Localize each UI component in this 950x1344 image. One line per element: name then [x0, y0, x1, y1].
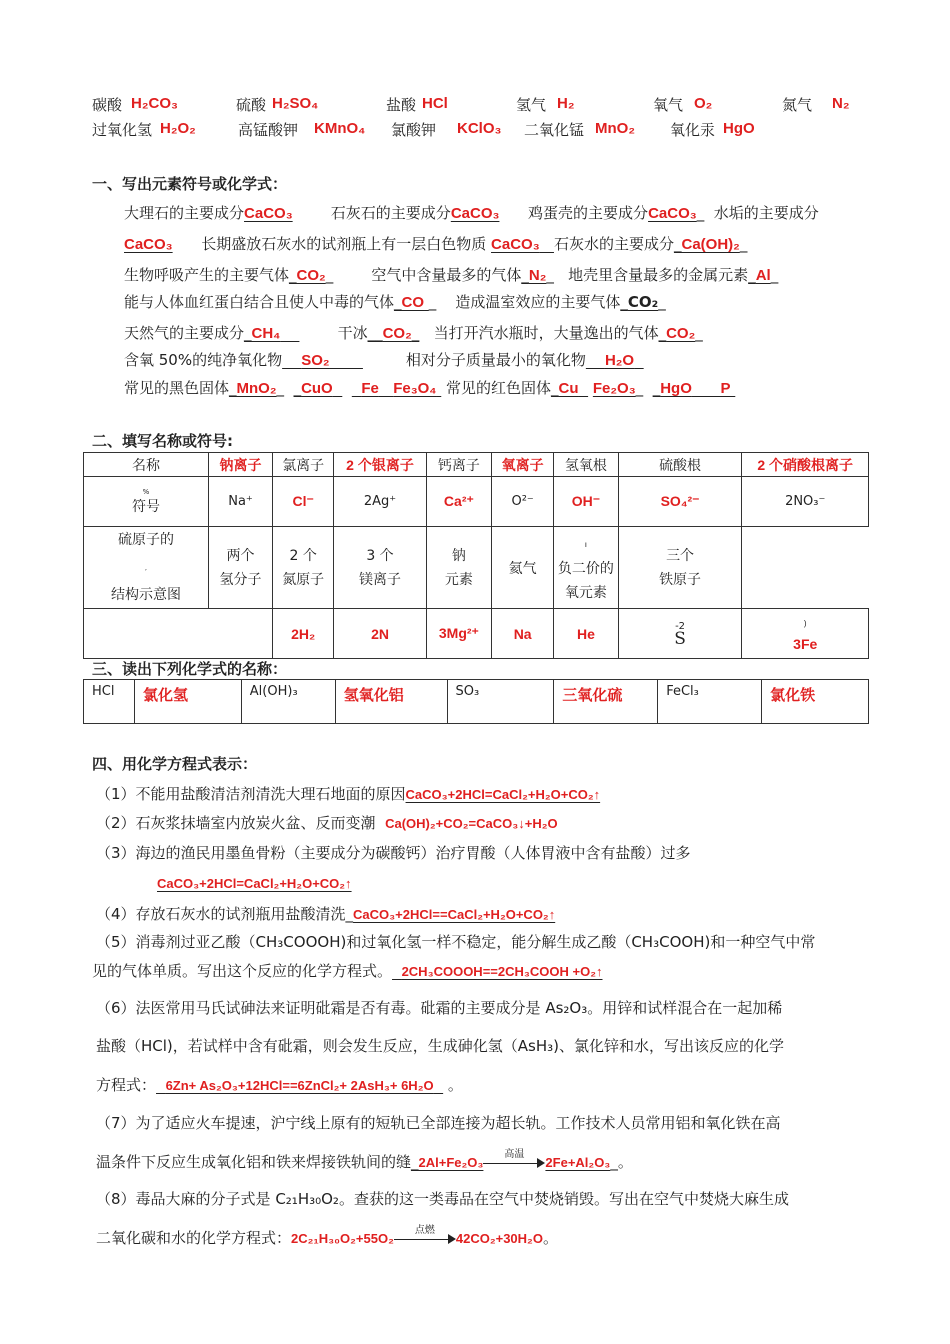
equation-answer: CaCO₃+2HCl=CaCl₂+H₂O+CO₂↑: [157, 876, 352, 891]
q5-line-1: （5）消毒剂过亚乙酸（CH₃COOOH)和过氧化氢一样不稳定，能分解生成乙酸（CH₃COOH)和一种空气中常: [96, 933, 816, 951]
s1-line-1: 大理石的主要成分CaCO₃ 石灰石的主要成分CaCO₃ 鸡蛋壳的主要成分CaCO₃_ 水垢的主要成分: [124, 204, 819, 222]
top-name: 氯酸钾: [391, 121, 437, 139]
table-cell: % 符号: [84, 477, 209, 527]
table-cell: 氯离子: [273, 453, 334, 477]
top-name: 盐酸: [386, 96, 417, 114]
top-formula: H₂SO₄: [272, 95, 319, 112]
table-cell: O²⁻: [492, 477, 554, 527]
top-formula: H₂: [557, 95, 575, 112]
s1-text: 石灰水的主要成分: [553, 235, 674, 253]
s1-answer: CO₂: [666, 325, 696, 342]
s1-line-5: 天然气的主要成分_CH₄ 干冰__CO₂_ 当打开汽水瓶时，大量逸出的气体_CO₂_: [124, 324, 703, 342]
s1-line-3: 生物呼吸产生的主要气体_CO₂_ 空气中含量最多的气体_N₂_ 地壳里含量最多的金属元素_Al_: [124, 266, 779, 284]
s1-answer: CH₄: [251, 325, 281, 342]
top-name: 碳酸: [92, 96, 123, 114]
s1-answer: Fe₂O₃: [592, 380, 636, 397]
s1-text: 常见的黑色固体: [124, 379, 230, 397]
s1-text: 生物呼吸产生的主要气体: [124, 266, 290, 284]
top-formula: HgO: [723, 120, 755, 137]
s1-text: 地壳里含量最多的金属元素: [568, 266, 749, 284]
charge-label: -2: [675, 621, 686, 632]
table-cell: ) 3Fe: [742, 609, 869, 659]
reaction-arrow-icon: [483, 1148, 545, 1169]
table-cell: 名称: [84, 453, 209, 477]
s1-text: 造成温室效应的主要气体: [455, 293, 621, 311]
top-formula: N₂: [832, 95, 850, 112]
table-cell: 硫酸根: [618, 453, 742, 477]
top-name: 氧气: [653, 96, 684, 114]
q7-line-2: 温条件下反应生成氧化铝和铁来焊接铁轨间的缝_2Al+Fe₂O₃ 高温 2Fe+Al₂O₃_。: [96, 1151, 633, 1172]
top-formula: HCl: [422, 95, 448, 112]
s1-line-4: 能与人体血红蛋白结合且使人中毒的气体_CO _ 造成温室效应的主要气体_CO₂_: [124, 293, 666, 311]
s1-answer: CO₂: [627, 293, 659, 311]
s1-line-2: CaCO₃ 长期盛放石灰水的试剂瓶上有一层白色物质 CaCO₃ 石灰水的主要成分_Ca(OH)₂_: [124, 235, 748, 253]
table-cell: 三个 铁原子: [618, 527, 742, 609]
table-cell: 氯化氢: [134, 680, 241, 724]
s1-answer: Cu: [558, 380, 579, 397]
top-name: 氮气: [782, 96, 813, 114]
s1-answer: CaCO₃: [450, 205, 500, 222]
table-cell: 钙离子: [426, 453, 492, 477]
table-cell: 3 个 镁离子: [334, 527, 426, 609]
q4: （4）存放石灰水的试剂瓶用盐酸清洗_CaCO₃+2HCl==CaCl₂+H₂O+CO₂↑: [96, 905, 556, 923]
table-cell: Cl⁻: [273, 477, 334, 527]
q8-line-2: 二氧化碳和水的化学方程式：2C₂₁H₃₀O₂+55O₂ 点燃 42CO₂+30H₂O。: [96, 1227, 558, 1248]
q3: （3）海边的渔民用墨鱼骨粉（主要成分为碳酸钙）治疗胃酸（人体胃液中含有盐酸）过多: [96, 844, 691, 862]
row-label: 符号: [132, 498, 160, 515]
s1-answer: Fe₃O₄: [393, 380, 437, 397]
section-2-title: 二、填写名称或符号:: [92, 432, 233, 450]
s1-answer: CO: [401, 294, 425, 311]
equation-answer: 2CH₃COOOH==2CH₃COOH +O₂↑: [401, 964, 603, 979]
table-cell: Na⁺: [209, 477, 273, 527]
table-cell: He: [554, 609, 619, 659]
reaction-arrow-icon: [394, 1224, 456, 1245]
top-name: 过氧化氢: [92, 121, 153, 139]
equation-right: 42CO₂+30H₂O: [455, 1231, 543, 1246]
table-cell: 氦气: [492, 527, 554, 609]
table-cell: 2H₂: [273, 609, 334, 659]
table-row: [84, 453, 869, 477]
equation-answer: Ca(OH)₂+CO₂=CaCO₃↓+H₂O: [385, 816, 558, 831]
section-4-title: 四、用化学方程式表示：: [92, 755, 258, 773]
top-formula: MnO₂: [595, 120, 635, 137]
table-cell: 两个 氢分子: [209, 527, 273, 609]
table-cell: SO₃: [447, 680, 554, 724]
table-cell: 2N: [334, 609, 426, 659]
table-cell: Ca²⁺: [426, 477, 492, 527]
table-row: [84, 609, 869, 659]
s1-text: 干冰: [337, 324, 368, 342]
s1-text: 当打开汽水瓶时，大量逸出的气体: [433, 324, 659, 342]
s1-line-7: 常见的黑色固体_MnO₂_ _CuO Fe Fe₃O₄ 常见的红色固体_Cu Fe₂O₃_ _HgO P: [124, 379, 731, 397]
top-formula: H₂CO₃: [131, 95, 178, 112]
table-cell: HCl: [84, 680, 135, 724]
table-cell: 2 个硝酸根离子: [742, 453, 869, 477]
table-cell: OH⁻: [554, 477, 619, 527]
s1-answer: CaCO₃: [124, 236, 173, 253]
table-cell: [84, 609, 273, 659]
q1: （1）不能用盐酸清洁剂清洗大理石地面的原因CaCO₃+2HCl=CaCl₂+H₂O+CO₂↑: [96, 785, 601, 803]
table-cell: 2 个银离子: [334, 453, 426, 477]
table-cell: 3Mg²⁺: [426, 609, 492, 659]
names-symbols-table: [83, 452, 869, 659]
table-cell: 2 个 氮原子: [273, 527, 334, 609]
equation-answer: CaCO₃+2HCl==CaCl₂+H₂O+CO₂↑: [353, 907, 556, 922]
s1-answer: SO₂: [301, 352, 330, 369]
section-1-title: 一、写出元素符号或化学式：: [92, 175, 288, 193]
top-formula: KMnO₄: [314, 120, 366, 137]
s1-answer: Ca(OH)₂: [681, 236, 740, 253]
table-cell: ı 负二价的氧元素: [554, 527, 619, 609]
s1-text: 石灰石的主要成分: [330, 204, 451, 222]
top-formula: O₂: [694, 95, 713, 112]
s1-text: 空气中含量最多的气体: [371, 266, 522, 284]
top-name: 氧化汞: [670, 121, 716, 139]
element-symbol: S: [674, 629, 686, 649]
top-name: 二氧化锰: [524, 121, 585, 139]
s1-answer: CO₂: [382, 325, 412, 342]
q6-line-1: （6）法医常用马氏试砷法来证明砒霜是否有毒。砒霜的主要成分是 As₂O₃。用锌和试样混合在一起加稀: [96, 999, 783, 1017]
table-cell: Na: [492, 609, 554, 659]
s1-answer: P: [720, 380, 731, 397]
s1-line-6: [124, 349, 644, 370]
s1-text: 天然气的主要成分: [124, 324, 245, 342]
s1-text: 相对分子质量最小的氧化物: [405, 351, 586, 369]
s1-answer: CaCO₃: [491, 236, 540, 253]
table-cell: [618, 609, 742, 659]
row-label: 结构示意图: [111, 587, 181, 603]
top-name: 高锰酸钾: [238, 121, 299, 139]
s1-text: 水垢的主要成分: [713, 204, 819, 222]
table-cell: Al(OH)₃: [241, 680, 335, 724]
table-cell: 钠 元素: [426, 527, 492, 609]
top-name: 氢气: [516, 96, 547, 114]
s1-answer: CaCO₃: [648, 205, 697, 222]
table-row: [84, 477, 869, 527]
row-label: 硫原子的: [118, 532, 174, 548]
equation-answer: 6Zn+ As₂O₃+12HCl==6ZnCl₂+ 2AsH₃+ 6H₂O: [165, 1078, 434, 1093]
table-cell: SO₄²⁻: [618, 477, 742, 527]
s1-text: 常见的红色固体: [446, 379, 552, 397]
s1-answer: Fe: [361, 380, 379, 397]
s1-text: 能与人体血红蛋白结合且使人中毒的气体: [124, 293, 395, 311]
reaction-condition: 高温: [504, 1148, 525, 1160]
s1-answer: MnO₂: [236, 380, 277, 397]
q5-line-2: 见的气体单质。写出这个反应的化学方程式。 2CH₃COOOH==2CH₃COOH +O₂↑: [92, 962, 603, 980]
s1-answer: CaCO₃: [244, 205, 293, 222]
s1-answer: H₂O: [604, 352, 635, 369]
equation-answer: CaCO₃+2HCl=CaCl₂+H₂O+CO₂↑: [405, 787, 601, 802]
table-cell: 钠离子: [209, 453, 273, 477]
equation-left: 2C₂₁H₃₀O₂+55O₂: [291, 1231, 394, 1246]
q7-line-1: （7）为了适应火车提速，沪宁线上原有的短轨已全部连接为超长轨。工作技术人员常用铝和氧化铁在高: [96, 1114, 781, 1132]
table-cell: 氢氧根: [554, 453, 619, 477]
section-3-title: 三、读出下列化学式的名称：: [92, 660, 288, 678]
q6-line-2: 盐酸（HCl)，若试样中含有砒霜，则会发生反应，生成砷化氢（AsH₃)、氯化锌和水，写出该反应的化学: [96, 1037, 784, 1055]
table-row: [84, 680, 869, 724]
table-cell: 硫原子的 , 结构示意图: [84, 527, 209, 609]
s1-answer: HgO: [660, 380, 692, 397]
table-cell: 2NO₃⁻: [742, 477, 869, 527]
q8-line-1: （8）毒品大麻的分子式是 C₂₁H₃₀O₂。查获的这一类毒品在空气中焚烧销毁。写出在空气中焚烧大麻生成: [96, 1190, 789, 1208]
s1-answer: CuO: [301, 380, 333, 397]
table-cell: 三氧化硫: [554, 680, 658, 724]
s1-text: 含氧 50%的纯净氧化物: [124, 351, 283, 369]
names-table: [83, 679, 869, 724]
top-formula: KClO₃: [457, 120, 502, 137]
s1-text: 鸡蛋壳的主要成分: [528, 204, 649, 222]
equation-right: 2Fe+Al₂O₃: [545, 1155, 611, 1170]
top-formula: H₂O₂: [160, 120, 196, 137]
q6-line-3: 方程式： 6Zn+ As₂O₃+12HCl==6ZnCl₂+ 2AsH₃+ 6H₂O 。: [96, 1076, 463, 1094]
q3-answer: [157, 874, 352, 892]
s1-text: 长期盛放石灰水的试剂瓶上有一层白色物质: [201, 235, 487, 253]
s1-answer: Al: [755, 267, 771, 284]
equation-left: 2Al+Fe₂O₃: [418, 1155, 484, 1170]
top-name: 硫酸: [236, 96, 267, 114]
table-cell: 氢氧化铝: [335, 680, 447, 724]
table-cell: 2Ag⁺: [334, 477, 426, 527]
table-cell: 氧离子: [492, 453, 554, 477]
q2: （2）石灰浆抹墙室内放炭火盆、反而变潮 Ca(OH)₂+CO₂=CaCO₃↓+H₂O: [96, 814, 558, 832]
table-cell: 氯化铁: [762, 680, 869, 724]
table-row: [84, 527, 869, 609]
s1-answer: CO₂: [296, 267, 326, 284]
s1-answer: N₂: [528, 267, 547, 284]
table-cell: FeCl₃: [658, 680, 762, 724]
s1-text: 大理石的主要成分: [124, 204, 245, 222]
reaction-condition: 点燃: [414, 1224, 435, 1236]
